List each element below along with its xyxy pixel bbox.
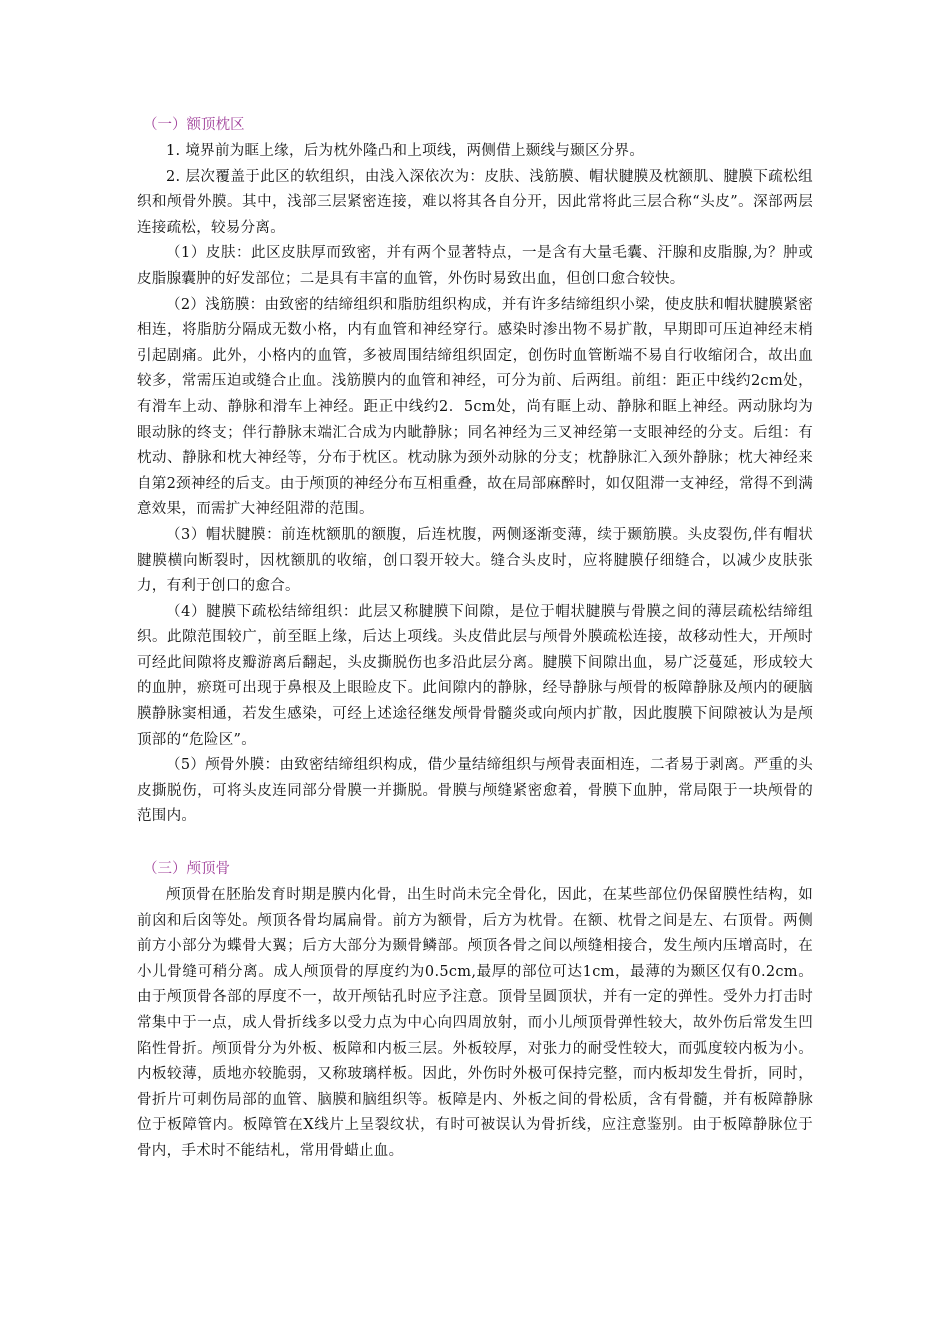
paragraph-superficial-fascia: （2）浅筋膜：由致密的结缔组织和脂肪组织构成，并有许多结缔组织小梁，使皮肤和帽状腱膜紧密相连，将脂肪分隔成无数小格，内有血管和神经穿行。感染时渗出物不易扩散，早期即可压迫神经末梢引起剧痛。此外，小格内的血管，多被周围结缔组织固定，创伤时血管断端不易自行收缩闭合，故出血较多，常需压迫或缝合止血。浅筋膜内的血管和神经，可分为前、后两组。前组：距正中线约2cm处，有滑车上动、静脉和滑车上神经。距正中线约2．5cm处，尚有眶上动、静脉和眶上神经。两动脉均为眼动脉的终支；伴行静脉末端汇合成为内眦静脉；同名神经为三叉神经第一支眼神经的分支。后组：有枕动、静脉和枕大神经等，分布于枕区。枕动脉为颈外动脉的分支；枕静脉汇入颈外静脉；枕大神经来自第2颈神经的后支。由于颅顶的神经分布互相重叠，故在局部麻醉时，如仅阻滞一支神经，常得不到满意效果，而需扩大神经阻滞的范围。 (137, 296, 813, 518)
document-body (137, 112, 813, 1165)
paragraph-subaponeurotic-tissue: （4）腱膜下疏松结缔组织：此层又称腱膜下间隙，是位于帽状腱膜与骨膜之间的薄层疏松结缔组织。此隙范围较广，前至眶上缘，后达上项线。头皮借此层与颅骨外膜疏松连接，故移动性大，开颅时可经此间隙将皮瓣游离后翻起，头皮撕脱伤也多沿此层分离。腱膜下间隙出血，易广泛蔓延，形成较大的血肿，瘀斑可出现于鼻根及上眼睑皮下。此间隙内的静脉，经导静脉与颅骨的板障静脉及颅内的硬脑膜静脉窦相通，若发生感染，可经上述途径继发颅骨骨髓炎或向颅内扩散，因此腹膜下间隙被认为是颅顶部的“危险区”。 (137, 603, 813, 748)
section-heading-frontal-parietal-occipital: （一）额顶枕区 (143, 117, 245, 133)
paragraph-layers: 2. 层次覆盖于此区的软组织，由浅入深依次为：皮肤、浅筋膜、帽状腱膜及枕额肌、腱膜下疏松组织和颅骨外膜。其中，浅部三层紧密连接，难以将其各自分开，因此常将此三层合称“头皮”。深部两层连接疏松，较易分离。 (137, 168, 813, 236)
paragraph-boundary: 1. 境界前为眶上缘，后为枕外隆凸和上项线，两侧借上颞线与颞区分界。 (166, 143, 645, 159)
section-heading-cranial-vault-bones: （三）颅顶骨 (143, 861, 230, 878)
section-spacer (137, 830, 813, 856)
paragraph-cranial-vault-bones: 颅顶骨在胚胎发育时期是膜内化骨，出生时尚未完全骨化，因此，在某些部位仍保留膜性结构，如前囟和后囟等处。颅顶各骨均属扁骨。前方为额骨，后方为枕骨。在额、枕骨之间是左、右顶骨。两侧前方小部分为蝶骨大翼；后方大部分为颞骨鳞部。颅顶各骨之间以颅缝相接合，发生颅内压增高时，在小儿骨缝可稍分离。成人颅顶骨的厚度约为0.5cm,最厚的部位可达1cm，最薄的为颞区仅有0.2cm。由于颅顶骨各部的厚度不一，故开颅钻孔时应予注意。顶骨呈圆顶状，并有一定的弹性。受外力打击时常集中于一点，成人骨折线多以受力点为中心向四周放射，而小儿颅顶骨弹性较大，故外伤后常发生凹陷性骨折。颅顶骨分为外板、板障和内板三层。外板较厚，对张力的耐受性较大，而弧度较内板为小。内板较薄，质地亦较脆弱，又称玻璃样板。因此，外伤时外极可保持完整，而内板却发生骨折，同时，骨折片可刺伤局部的血管、脑膜和脑组织等。板障是内、外板之间的骨松质，含有骨髓，并有板障静脉位于板障管内。板障管在X线片上呈裂纹状，有时可被误认为骨折线，应注意鉴别。由于板障静脉位于骨内，手术时不能结札，常用骨蜡止血。 (137, 887, 813, 1159)
paragraph-skin: （1）皮肤：此区皮肤厚而致密，并有两个显著特点，一是含有大量毛囊、汗腺和皮脂腺,为？肿或皮脂腺囊肿的好发部位；二是具有丰富的血管，外伤时易致出血，但创口愈合较快。 (137, 245, 813, 287)
paragraph-pericranium: （5）颅骨外膜：由致密结缔组织构成，借少量结缔组织与颅骨表面相连，二者易于剥离。严重的头皮撕脱伤，可将头皮连同部分骨膜一并撕脱。骨膜与颅缝紧密愈着，骨膜下血肿，常局限于一块颅骨的范围内。 (137, 757, 813, 825)
paragraph-galea-aponeurotica: （3）帽状腱膜：前连枕额肌的额腹，后连枕腹，两侧逐渐变薄，续于颞筋膜。头皮裂伤,伴有帽状腱膜横向断裂时，因枕额肌的收缩，创口裂开较大。缝合头皮时，应将腱膜仔细缝合，以减少皮肤张力，有利于创口的愈合。 (137, 526, 813, 595)
